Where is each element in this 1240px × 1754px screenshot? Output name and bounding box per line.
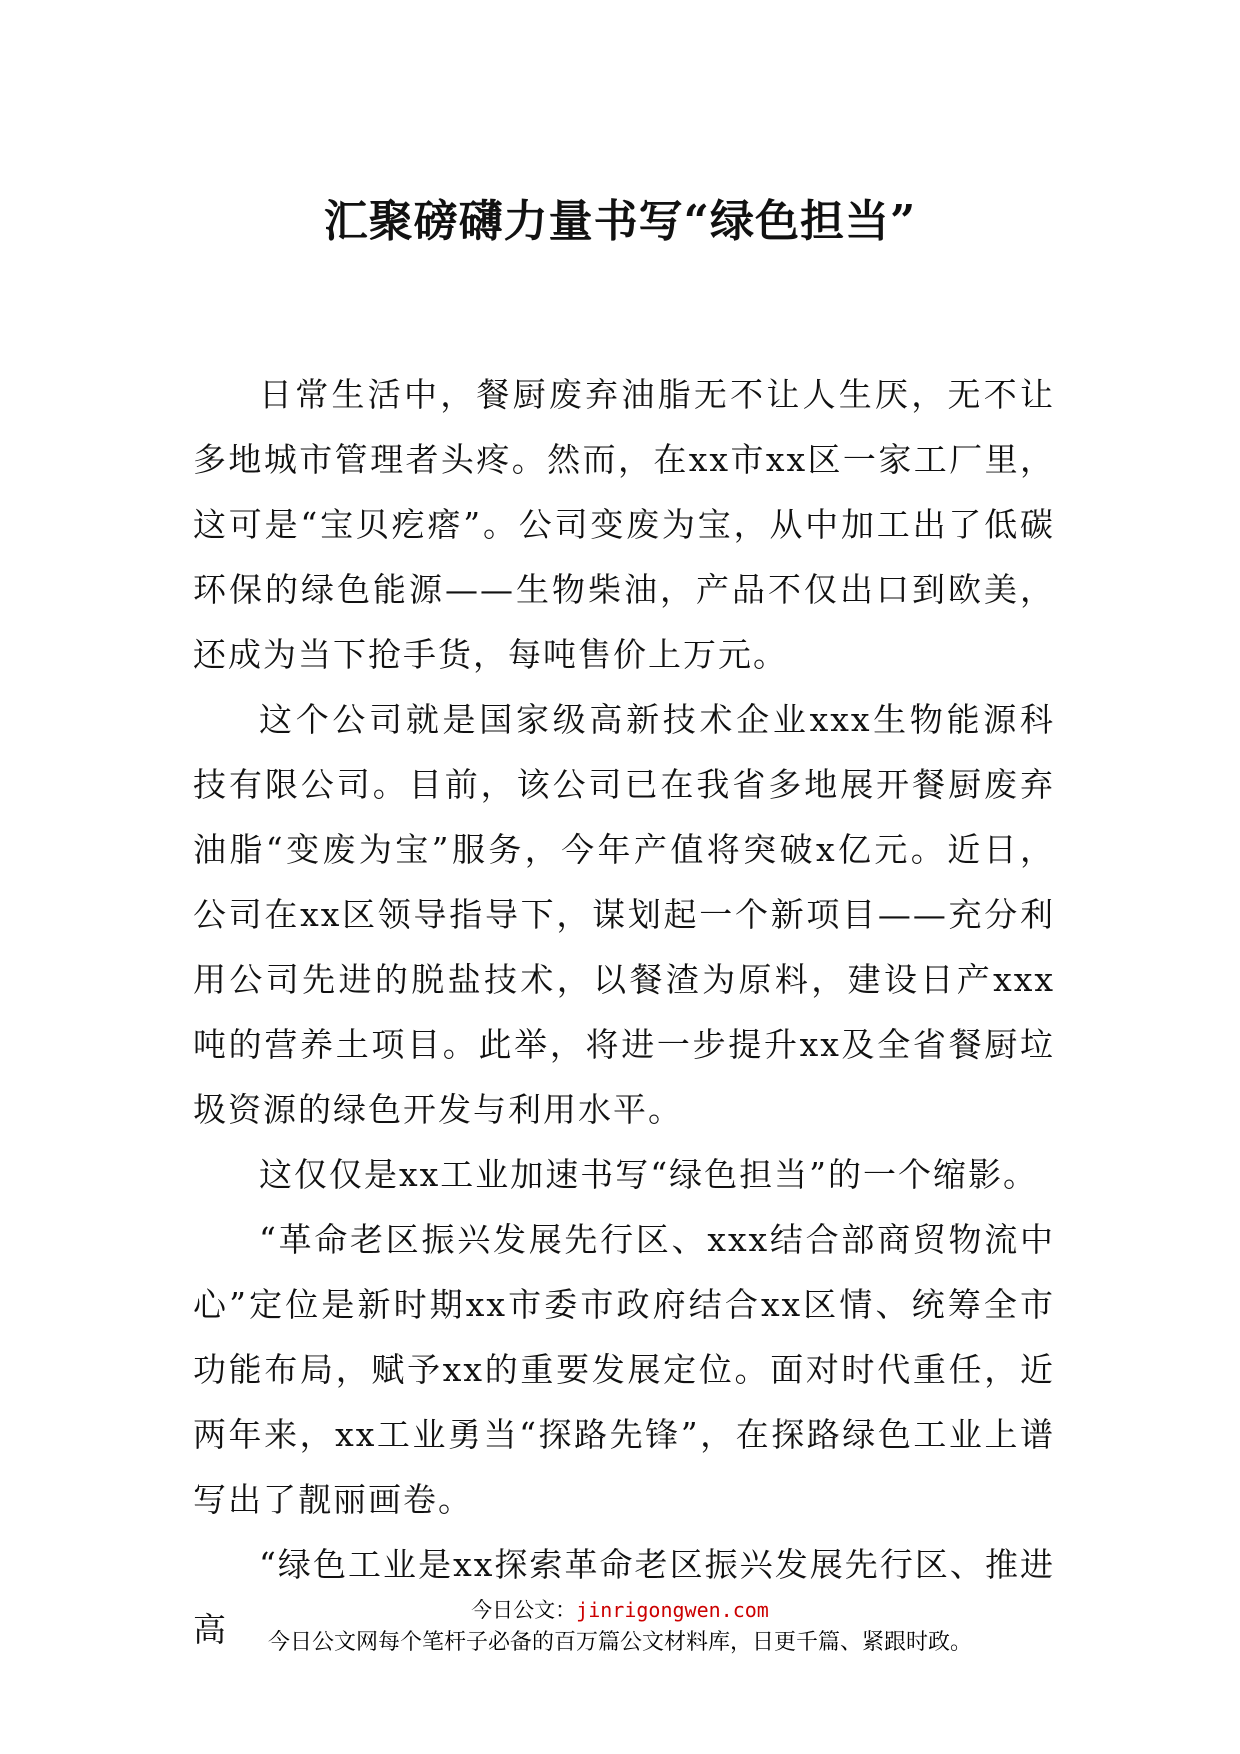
document-title: 汇聚磅礴力量书写“绿色担当”	[323, 196, 917, 247]
paragraph: 日常生活中，餐厨废弃油脂无不让人生厌，无不让多地城市管理者头疼。然而，在xx市xx区一家工厂里，这可是“宝贝疙瘩”。公司变废为宝，从中加工出了低碳环保的绿色能源——生物柴油，产品不仅出口到欧美，还成为当下抢手货，每吨售价上万元。	[193, 375, 1055, 674]
paragraph: 这仅仅是xx工业加速书写“绿色担当”的一个缩影。	[259, 1155, 1038, 1194]
paragraph: “革命老区振兴发展先行区、xxx结合部商贸物流中心”定位是新时期xx市委市政府结合xx区情、统筹全市功能布局，赋予xx的重要发展定位。面对时代重任，近两年来，xx工业勇当“探路先锋”，在探路绿色工业上谱写出了靓丽画卷。	[193, 1220, 1055, 1519]
paragraph: 这个公司就是国家级高新技术企业xxx生物能源科技有限公司。目前，该公司已在我省多地展开餐厨废弃油脂“变废为宝”服务，今年产值将突破x亿元。近日，公司在xx区领导指导下，谋划起一个新项目——充分利用公司先进的脱盐技术，以餐渣为原料，建设日产xxx吨的营养土项目。此举，将进一步提升xx及全省餐厨垃圾资源的绿色开发与利用水平。	[193, 700, 1055, 1129]
footer-slogan: 今日公文网每个笔杆子必备的百万篇公文材料库，日更千篇、紧跟时政。	[267, 1630, 972, 1655]
paragraph: “绿色工业是xx探索革命老区振兴发展先行区、推进高	[193, 1545, 1055, 1649]
document-body	[193, 362, 1055, 1662]
footer-site-line	[0, 1596, 1240, 1624]
footer-site-link[interactable]: jinrigongwen.com	[576, 1598, 769, 1622]
footer-site-label: 今日公文：	[471, 1598, 577, 1622]
